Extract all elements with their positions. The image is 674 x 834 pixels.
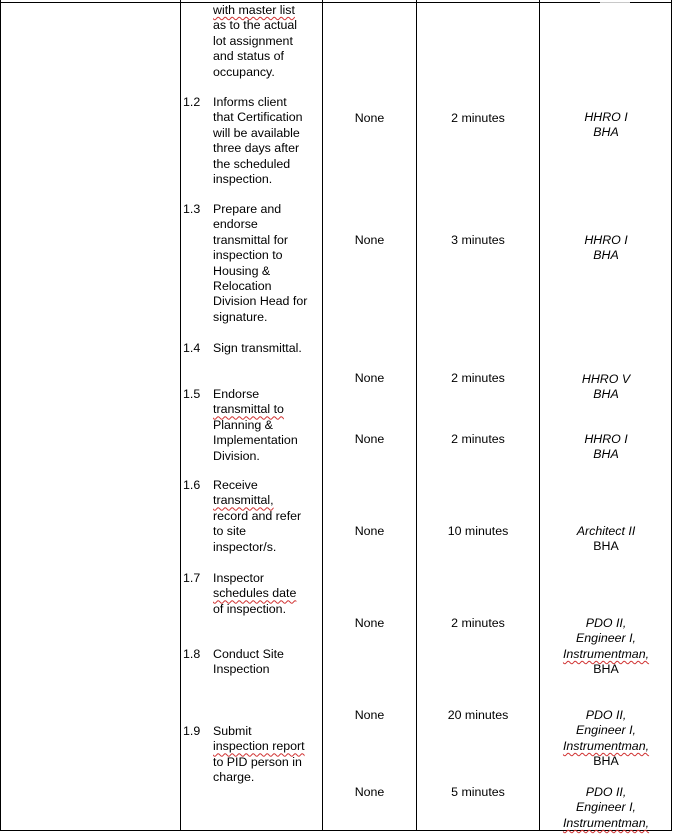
fee-value: None — [354, 371, 385, 385]
processing-time: 2 minutes — [451, 432, 505, 446]
step-number: 1.2 — [183, 95, 201, 109]
fee-value: None — [354, 785, 385, 799]
processing-time: 2 minutes — [451, 371, 505, 385]
fee-value: None — [354, 616, 385, 630]
processing-time: 2 minutes — [451, 111, 505, 125]
step-text: Inspector schedules date of inspection. — [213, 571, 297, 616]
table-top-border — [0, 2, 672, 3]
step-text: Conduct Site Inspection — [213, 647, 284, 677]
step-text: Sign transmittal. — [213, 341, 302, 355]
step-number: 1.7 — [183, 571, 201, 585]
fee-value: None — [354, 708, 385, 722]
partial-mark — [600, 2, 630, 3]
processing-time: 20 minutes — [447, 708, 509, 722]
step-text: Submit inspection report to PID person in charge. — [213, 724, 305, 785]
person-responsible: HHRO V BHA — [581, 372, 631, 402]
column-divider — [0, 0, 1, 831]
step-number: 1.8 — [183, 647, 201, 661]
step-text: Endorse transmittal to Planning & Implementation Division. — [213, 387, 298, 463]
person-responsible: HHRO I BHA — [584, 432, 628, 462]
step-number: 1.6 — [183, 478, 201, 492]
step-number: 1.4 — [183, 341, 201, 355]
step-number: 1.5 — [183, 387, 201, 401]
person-responsible: PDO II, Engineer I, Instrumentman, BHA — [562, 708, 650, 769]
processing-time: 10 minutes — [447, 524, 509, 538]
step-text: Receive transmittal, record and refer to site inspector/s. — [213, 478, 302, 554]
step-text-continued: with master list as to the actual lot assignment and status of occupancy. — [213, 3, 298, 79]
person-responsible: PDO II, Engineer I, Instrumentman, BHA — [562, 616, 650, 677]
step-text: Prepare and endorse transmittal for inspection to Housing & Relocation Division Head for signature. — [213, 202, 308, 324]
step-number: 1.9 — [183, 724, 201, 738]
processing-time: 3 minutes — [451, 233, 505, 247]
fee-value: None — [354, 524, 385, 538]
processing-time: 5 minutes — [451, 785, 505, 799]
processing-time: 2 minutes — [451, 616, 505, 630]
person-responsible: HHRO I BHA — [584, 233, 628, 263]
step-number: 1.3 — [183, 202, 201, 216]
person-responsible: Architect II BHA — [576, 524, 636, 554]
column-divider — [180, 0, 181, 831]
step-text: Informs client that Certification will be available three days after the scheduled inspection. — [213, 95, 303, 187]
fee-value: None — [354, 233, 385, 247]
fee-value: None — [354, 432, 385, 446]
person-responsible: PDO II, Engineer I, Instrumentman, — [562, 785, 650, 830]
person-responsible: HHRO I BHA — [584, 110, 628, 140]
fee-value: None — [354, 111, 385, 125]
